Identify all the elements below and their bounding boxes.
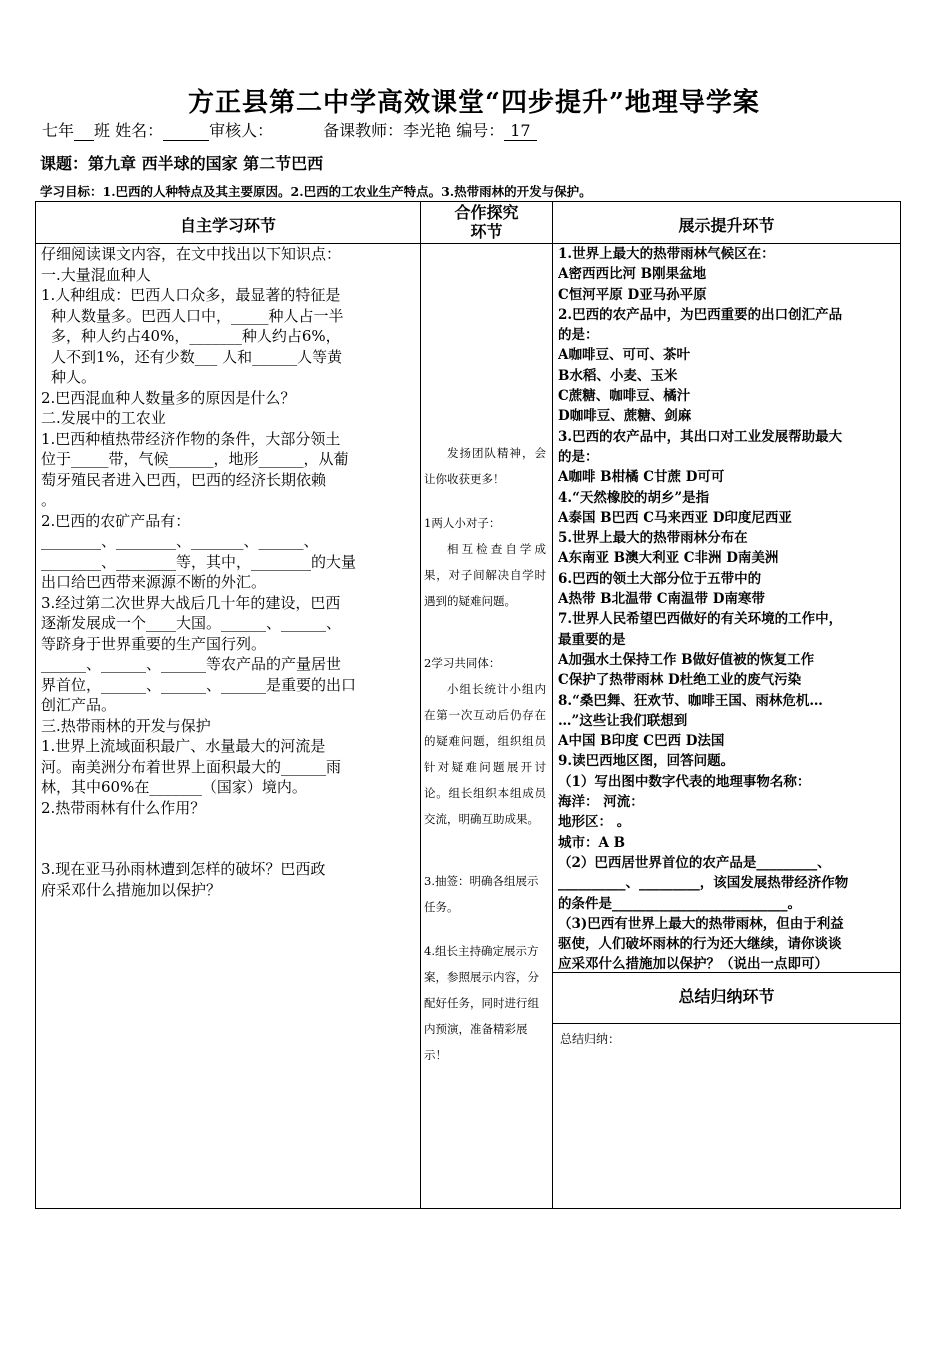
question-line: 城市：A B [558, 834, 626, 851]
self-study-line [41, 839, 416, 860]
question-line: 最重要的是 [558, 631, 626, 648]
self-study-line: 多，种人约占40%，_______种人约占6%， [51, 327, 341, 345]
self-study-line: 府采邓什么措施加以保护？ [41, 880, 222, 899]
coop-paragraph [424, 850, 546, 868]
info-line [42, 118, 537, 141]
question-line: 的条件是__________________________。 [558, 895, 801, 912]
question-line: （2）巴西居世界首位的农产品是_________、 [558, 854, 831, 871]
question-line: 驱使，人们破坏雨林的行为还大继续，请你谈谈 [558, 936, 842, 953]
question-line: A东南亚 B澳大利亚 C非洲 D南美洲 [558, 550, 779, 567]
summary-label: 总结归纳： [560, 1032, 621, 1046]
self-study-line: 位于_____带，气候______，地形______，从葡 [41, 450, 349, 468]
question-line: C恒河平原 D亚马孙平原 [558, 286, 707, 303]
self-study-line: 仔细阅读课文内容，在文中找出以下知识点： [41, 245, 342, 263]
coop-paragraph [424, 832, 546, 850]
info-reviewer: 审核人： [209, 121, 274, 140]
question-line: __________、_________，该国发展热带经济作物 [558, 875, 849, 892]
question-line: C蔗糖、咖啡豆、橘汁 [558, 388, 691, 405]
info-grade: 七年 [42, 121, 75, 140]
question-line: …”这些让我们联想到 [558, 712, 688, 729]
coop-paragraph: 相互检查自学成果，对子间解决自学时遇到的疑难问题。 [424, 542, 546, 608]
question-line: A咖啡 B柑橘 C甘蔗 D可可 [558, 469, 725, 486]
self-study-line: 三.热带雨林的开发与保护 [41, 716, 211, 735]
self-study-line: 3.经过第二次世界大战后几十年的建设，巴西 [41, 593, 341, 612]
question-line: 地形区： 。 [558, 814, 631, 831]
summary-header-divider [552, 1023, 901, 1024]
question-line: A密西西比河 B刚果盆地 [558, 266, 707, 283]
self-study-line: 河。南美洲分布着世界上面积最大的______雨 [41, 757, 342, 776]
self-study-line: 人不到1%，还有少数___ 人和______人等黄 [51, 347, 343, 366]
coop-paragraph: 小组长统计小组内在第一次互动后仍存在的疑难问题，组织组员针对疑难问题展开讨论。组长组织本组成员交流，明确互助成果。 [424, 682, 546, 826]
question-line: 应采邓什么措施加以保护？（说出一点即可） [558, 956, 828, 973]
coop-header [421, 203, 552, 241]
coop-paragraph [424, 920, 546, 938]
coop-paragraph [424, 632, 546, 650]
self-study-content [41, 244, 416, 900]
self-study-line: 出口给巴西带来源源不断的外汇。 [41, 573, 267, 591]
self-study-line: ______、______、______等农产品的产量居世 [41, 655, 342, 673]
question-line: （1）写出图中数字代表的地理事物名称： [558, 773, 811, 790]
self-study-line: 创汇产品。 [41, 696, 117, 714]
self-study-line: 2.巴西混血种人数量多的原因是什么？ [41, 388, 296, 407]
question-line: 7.世界人民希望巴西做好的有关环境的工作中， [558, 611, 843, 628]
self-study-line: 一.大量混血种人 [41, 265, 151, 284]
question-line: A咖啡豆、可可、茶叶 [558, 347, 690, 364]
self-study-line [41, 818, 416, 839]
summary-header: 总结归纳环节 [678, 987, 775, 1006]
coop-paragraph: 1两人小对子： [424, 516, 501, 530]
self-study-line: 等跻身于世界重要的生产国行列。 [41, 634, 267, 653]
page-title: 方正县第二中学高效课堂“四步提升”地理导学案 [188, 88, 760, 118]
coop-header-line2: 环节 [470, 222, 503, 241]
coop-paragraph [424, 492, 546, 510]
question-line: A泰国 B巴西 C马来西亚 D印度尼西亚 [558, 509, 792, 526]
grade-blank[interactable] [74, 124, 94, 141]
question-line: 5.世界上最大的热带雨林分布在 [558, 530, 748, 547]
coop-paragraph: 2学习共同体： [424, 656, 501, 670]
learning-goals: 学习目标：1.巴西的人种特点及其主要原因。2.巴西的工农业生产特点。3.热带雨林的开发与保护。 [40, 184, 592, 199]
question-line: C保护了热带雨林 D杜绝工业的废气污染 [558, 672, 802, 689]
col-divider-1 [420, 201, 421, 1209]
question-line: 海洋： 河流： [558, 794, 644, 811]
coop-header-line1: 合作探究 [454, 203, 519, 222]
self-study-line: 1.世界上流域面积最广、水量最大的河流是 [41, 737, 326, 755]
self-study-line: ________、________、_______、______、 [41, 532, 319, 550]
question-line: 1.世界上最大的热带雨林气候区在： [558, 246, 775, 262]
coop-paragraph: 4.组长主持确定展示方案，参照展示内容，分配好任务，同时进行组内预演，准备精彩展示！ [424, 944, 539, 1062]
self-study-line: ________、________等，其中，________的大量 [41, 552, 357, 571]
self-study-line: 3.现在亚马孙雨林遭到怎样的破坏？巴西政 [41, 860, 326, 878]
name-blank[interactable] [163, 124, 209, 141]
question-line: 2.巴西的农产品中，为巴西重要的出口创汇产品 [558, 306, 843, 323]
question-line: （3)巴西有世界上最大的热带雨林，但由于利益 [558, 915, 844, 932]
question-line: A中国 B印度 C巴西 D法国 [558, 733, 725, 750]
question-line: 的是： [558, 448, 599, 465]
info-teacher: 备课教师：李光艳 编号： [323, 121, 505, 140]
question-line: A热带 B北温带 C南温带 D南寒带 [558, 591, 765, 608]
self-study-line: 1.巴西种植热带经济作物的条件，大部分领土 [41, 429, 341, 448]
self-study-line: 萄牙殖民者进入巴西，巴西的经济长期依赖 [41, 470, 327, 489]
info-class: 班 姓名： [94, 121, 164, 140]
self-study-line: 界首位，______、______、______是重要的出口 [41, 675, 357, 694]
self-study-line: 逐渐发展成一个____大国。______、______、 [41, 614, 342, 632]
coop-paragraph: 3.抽签：明确各组展示任务。 [424, 874, 539, 914]
display-content [558, 244, 898, 975]
question-line: 的是： [558, 327, 599, 344]
self-study-line: 2.巴西的农矿产品有： [41, 511, 191, 530]
self-study-line: 1.人种组成：巴西人口众多，最显著的特征是 [41, 286, 341, 304]
self-study-line: 林，其中60%在_______（国家）境内。 [41, 778, 307, 796]
lesson-topic: 课题：第九章 西半球的国家 第二节巴西 [40, 154, 324, 173]
question-line: A加强水土保持工作 B做好值被的恢复工作 [558, 651, 815, 668]
coop-paragraph: 发扬团队精神，会让你收获更多！ [424, 446, 546, 486]
self-study-line: 2.热带雨林有什么作用？ [41, 798, 206, 817]
self-study-header: 自主学习环节 [179, 216, 276, 235]
self-study-line: 。 [41, 491, 57, 509]
self-study-line: 二.发展中的工农业 [41, 409, 166, 427]
self-study-line: 种人数量多。巴西人口中，_____种人占一半 [51, 306, 344, 325]
display-header: 展示提升环节 [678, 216, 775, 235]
self-study-line: 种人。 [51, 368, 97, 386]
question-line: 8.“桑巴舞、狂欢节、咖啡王国、雨林危机… [558, 692, 823, 709]
question-line: 9.读巴西地区图，回答问题。 [558, 753, 735, 770]
question-line: 3.巴西的农产品中，其出口对工业发展帮助最大 [558, 428, 843, 445]
question-line: 6.巴西的领土大部分位于五带中的 [558, 570, 762, 587]
question-line: D咖啡豆、蔗糖、剑麻 [558, 408, 692, 425]
question-line: 4.“天然橡胶的胡乡”是指 [558, 489, 710, 506]
col-divider-2 [552, 201, 553, 1209]
coop-paragraph [424, 614, 546, 632]
question-line: B水稻、小麦、玉米 [558, 367, 678, 384]
info-number: 17 [504, 121, 536, 141]
coop-content [424, 440, 546, 1068]
